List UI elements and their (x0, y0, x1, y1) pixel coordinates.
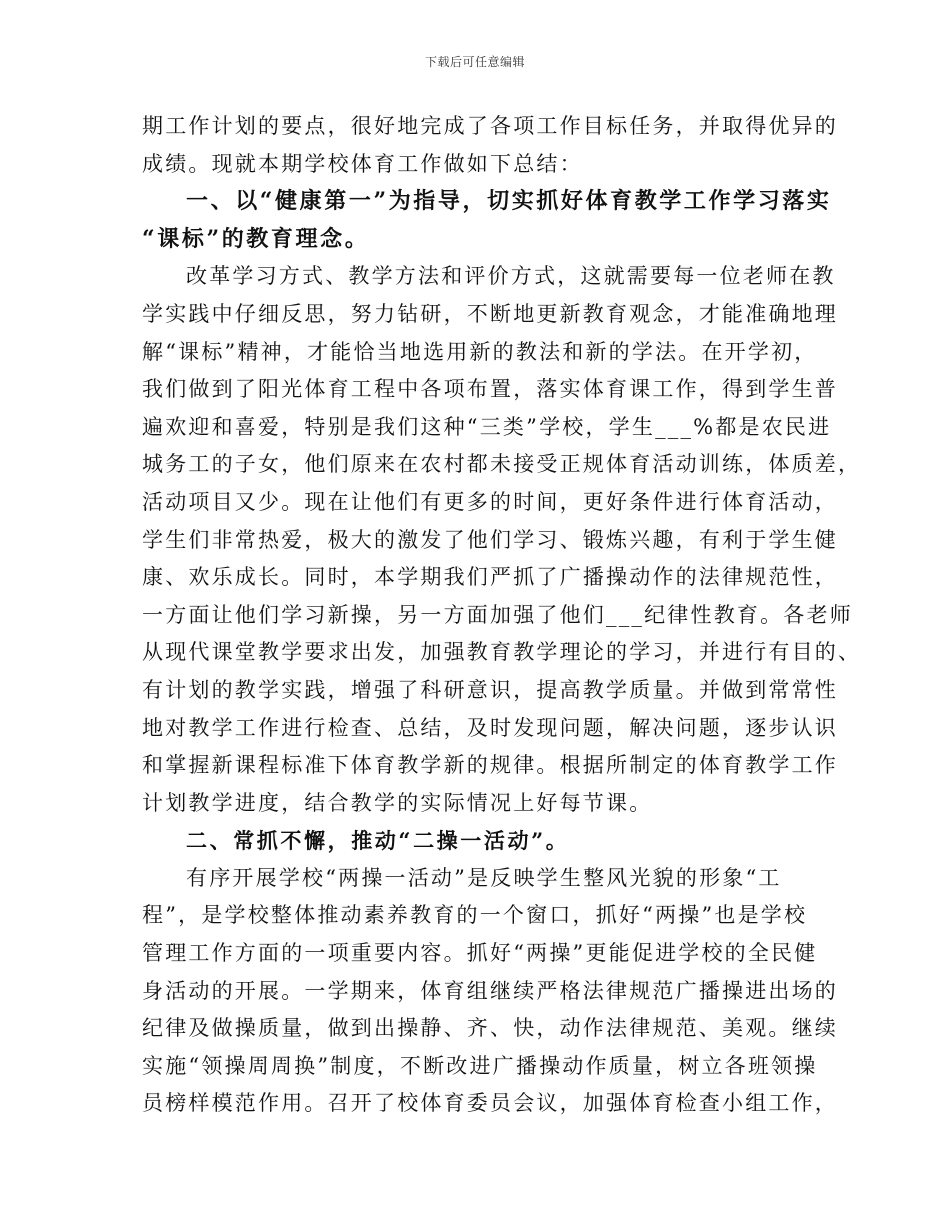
section-heading-1-continued: “课标”的教育理念。 (142, 225, 370, 252)
paragraph-line: 和掌握新课程标准下体育教学新的规律。根据所制定的体育教学工作 (142, 753, 838, 778)
paragraph-line: 解“课标”精神，才能恰当地选用新的教法和新的学法。在开学初， (142, 339, 818, 364)
paragraph-line: 纪律及做操质量，做到出操静、齐、快，动作法律规范、美观。继续 (142, 1016, 838, 1041)
paragraph-line: 城务工的子女，他们原来在农村都未接受正规体育活动训练，体质差， (142, 452, 862, 477)
paragraph-line: 地对教学工作进行检查、总结，及时发现问题，解决问题，逐步认识 (142, 715, 838, 740)
paragraph-line: 实施“领操周周换”制度，不断改进广播操动作质量，树立各班领操 (142, 1053, 818, 1078)
paragraph-line: 员榜样模范作用。召开了校体育委员会议，加强体育检查小组工作， (142, 1091, 838, 1116)
paragraph-line: 期工作计划的要点，很好地完成了各项工作目标任务，并取得优异的 (142, 114, 838, 138)
paragraph-line: 管理工作方面的一项重要内容。抓好“两操”更能促进学校的全民健 (142, 941, 818, 966)
paragraph-line: 成绩。现就本期学校体育工作做如下总结： (142, 151, 583, 176)
paragraph-line: 从现代课堂教学要求出发，加强教育教学理论的学习，并进行有目的、 (142, 640, 862, 665)
page-header-note: 下载后可任意编辑 (424, 55, 525, 69)
paragraph-line: 康、欢乐成长。同时，本学期我们严抓了广播操动作的法律规范性， (142, 565, 838, 590)
section-heading-1: 一、以“健康第一”为指导，切实抓好体育教学工作学习落实 (186, 188, 832, 215)
paragraph-line: 身活动的开展。一学期来，体育组继续严格法律规范广播操进出场的 (142, 978, 838, 1003)
paragraph-line: 有序开展学校“两操一活动”是反映学生整风光貌的形象“工 (186, 865, 782, 890)
paragraph-line: 程”，是学校整体推动素养教育的一个窗口，抓好“两操”也是学校 (142, 903, 808, 928)
paragraph-line: 活动项目又少。现在让他们有更多的时间，更好条件进行体育活动， (142, 489, 838, 514)
paragraph-line: 一方面让他们学习新操，另一方面加强了他们___纪律性教育。各老师 (142, 602, 853, 627)
paragraph-line: 学实践中仔细反思，努力钻研，不断地更新教育观念，才能准确地理 (142, 301, 838, 326)
paragraph-line: 遍欢迎和喜爱，特别是我们这种“三类”学校，学生___%都是农民进 (142, 414, 832, 439)
paragraph-line: 我们做到了阳光体育工程中各项布置，落实体育课工作，得到学生普 (142, 377, 838, 402)
paragraph-line: 学生们非常热爱，极大的激发了他们学习、锻炼兴趣，有利于学生健 (142, 527, 838, 552)
paragraph-line: 计划教学进度，结合教学的实际情况上好每节课。 (142, 790, 653, 815)
section-heading-2: 二、常抓不懈，推动“二操一活动”。 (186, 828, 570, 854)
paragraph-line: 有计划的教学实践，增强了科研意识，提高教学质量。并做到常常性 (142, 677, 838, 702)
paragraph-line: 改革学习方式、教学方法和评价方式，这就需要每一位老师在教 (186, 264, 836, 289)
document-body (142, 108, 862, 1123)
